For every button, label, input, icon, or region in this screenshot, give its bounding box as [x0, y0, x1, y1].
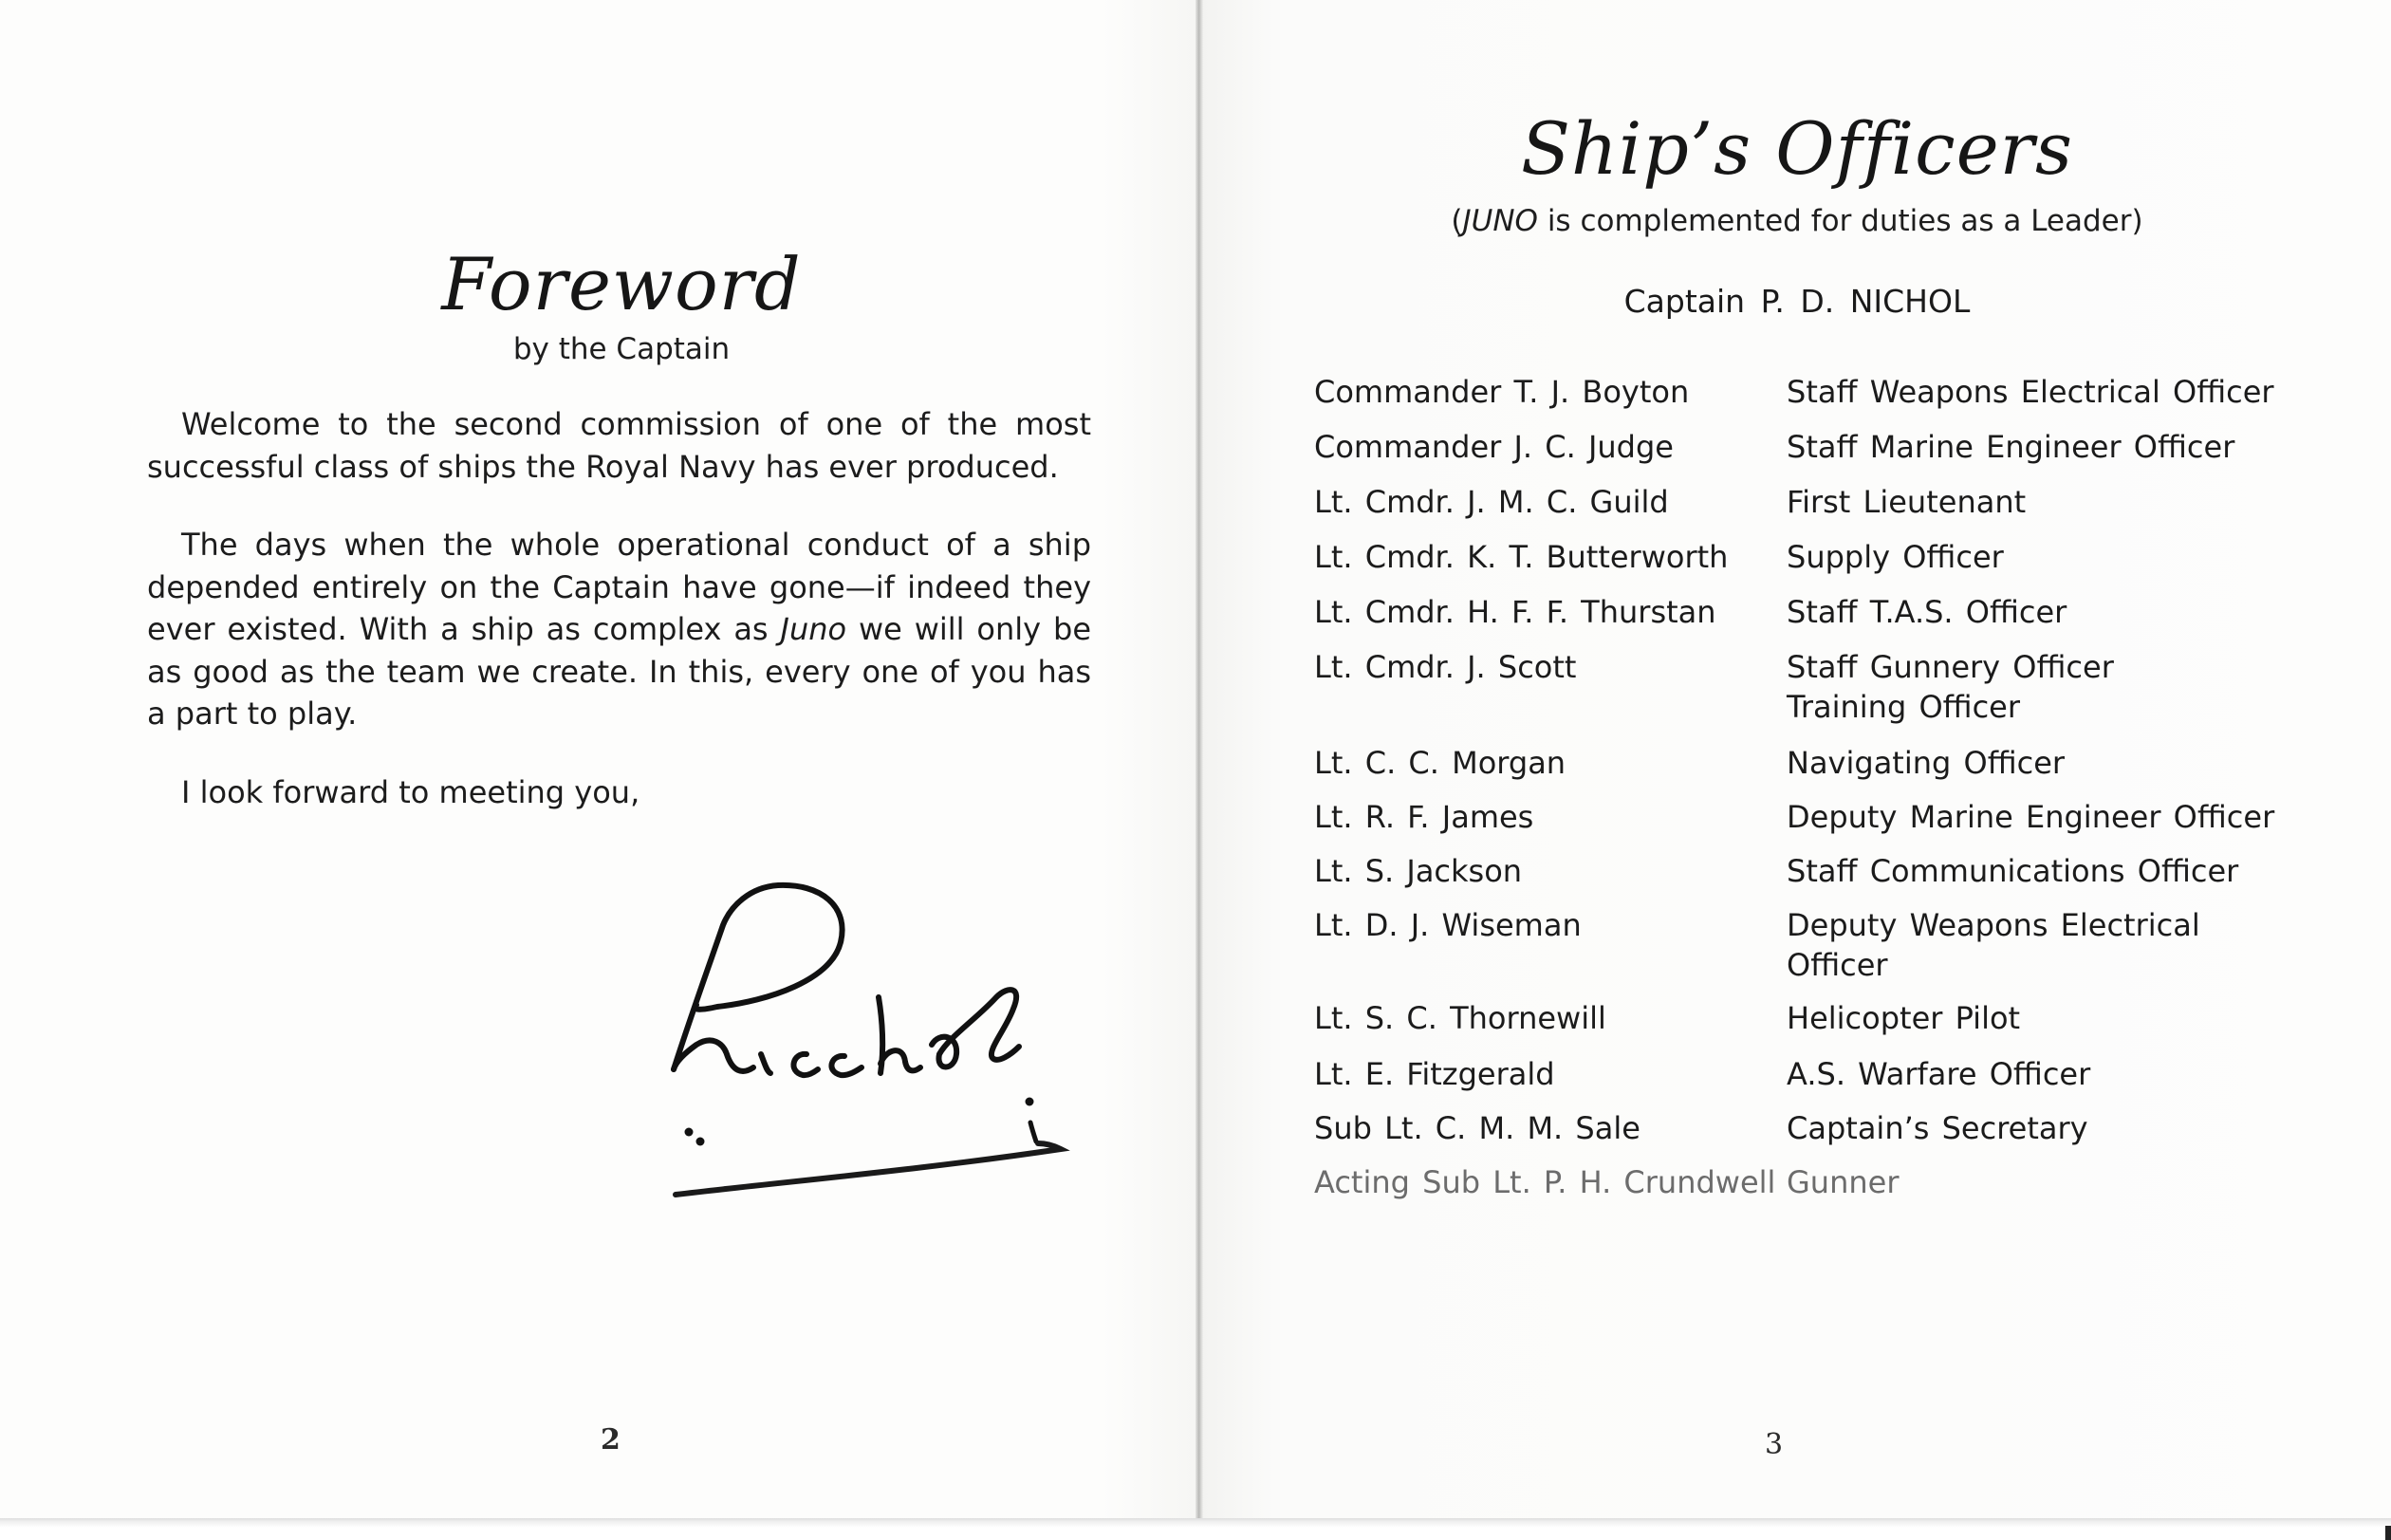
officer-role: Gunner — [1787, 1164, 1900, 1200]
page-gutter — [1196, 0, 1203, 1523]
officer-role: First Lieutenant — [1787, 484, 2027, 520]
officer-name: Lt. D. J. Wiseman — [1314, 907, 1582, 943]
officer-name: Lt. C. C. Morgan — [1314, 745, 1566, 781]
foreword-paragraph: The days when the whole operational conduct of a ship depended entirely on the Captain have gone—if indeed they ever existed. With a ship as complex as Juno we will only be as good as the team we create. In this, every one of you has a part to play. — [147, 527, 1092, 732]
officer-row — [1314, 372, 2282, 413]
foreword-paragraph: Welcome to the second commission of one of the most successful class of ships the Royal Navy has ever produced. — [147, 406, 1091, 485]
subtitle-text: is complemented for duties as a Leader) — [1537, 204, 2143, 238]
officer-role: Deputy Weapons Electrical Officer — [1787, 907, 2200, 983]
officer-name: Lt. Cmdr. H. F. F. Thurstan — [1314, 594, 1716, 630]
page-number: 2 — [601, 1423, 621, 1457]
officer-row — [1314, 998, 2282, 1039]
foreword-title: Foreword — [441, 242, 802, 326]
officer-name: Lt. Cmdr. K. T. Butterworth — [1314, 539, 1729, 575]
officers-list — [1314, 359, 2282, 1203]
officer-row — [1314, 647, 2282, 727]
officer-role: Staff T.A.S. Officer — [1787, 594, 2067, 630]
officer-row — [1314, 1054, 2282, 1095]
ship-name-italic: Juno — [780, 611, 847, 647]
officer-role: Staff Weapons Electrical Officer — [1787, 374, 2274, 410]
officer-role: Supply Officer — [1787, 539, 2004, 575]
captain-name: Captain P. D. NICHOL — [1623, 283, 1971, 320]
officer-row — [1314, 427, 2282, 468]
scan-corner-mark — [2385, 1526, 2391, 1540]
officer-name: Commander J. C. Judge — [1314, 429, 1674, 465]
officer-role: Captain’s Secretary — [1787, 1110, 2088, 1146]
page-number: 3 — [1765, 1428, 1784, 1461]
officer-row — [1314, 537, 2282, 578]
officer-row — [1314, 1108, 2282, 1149]
officer-name: Acting Sub Lt. P. H. Crundwell — [1314, 1164, 1776, 1200]
officer-name: Lt. Cmdr. J. Scott — [1314, 649, 1577, 685]
officer-row — [1314, 797, 2282, 838]
officer-role: Staff Gunnery Officer Training Officer — [1787, 649, 2114, 725]
officer-name: Lt. S. C. Thornewill — [1314, 1000, 1606, 1036]
officer-role: Helicopter Pilot — [1787, 1000, 2021, 1036]
officer-row — [1314, 851, 2282, 892]
officer-row — [1314, 592, 2282, 633]
foreword-closing: I look forward to meeting you, — [181, 773, 640, 810]
officer-name: Lt. E. Fitzgerald — [1314, 1056, 1555, 1092]
officers-subtitle — [1203, 204, 2391, 238]
officer-row — [1314, 1162, 2282, 1203]
subtitle-open-paren: ( — [1451, 204, 1463, 238]
officer-role: Staff Communications Officer — [1787, 853, 2239, 889]
officer-name: Commander T. J. Boyton — [1314, 374, 1690, 410]
officer-role: A.S. Warfare Officer — [1787, 1056, 2091, 1092]
officer-name: Lt. S. Jackson — [1314, 853, 1523, 889]
officer-role: Navigating Officer — [1787, 745, 2066, 781]
officer-role: Staff Marine Engineer Officer — [1787, 429, 2235, 465]
ship-name: JUNO — [1462, 204, 1538, 238]
foreword-subtitle: by the Captain — [512, 332, 731, 366]
officers-title: Ship’s Officers — [1520, 106, 2074, 191]
officer-row — [1314, 905, 2282, 985]
officer-row — [1314, 743, 2282, 784]
officer-name: Lt. R. F. James — [1314, 799, 1534, 835]
officer-row — [1314, 482, 2282, 523]
officer-role: Deputy Marine Engineer Officer — [1787, 799, 2275, 835]
officer-name: Lt. Cmdr. J. M. C. Guild — [1314, 484, 1669, 520]
scan-bottom-edge — [0, 1518, 2391, 1540]
captain-signature — [655, 868, 1091, 1210]
officer-name: Sub Lt. C. M. M. Sale — [1314, 1110, 1640, 1146]
foreword-body — [147, 403, 1091, 849]
